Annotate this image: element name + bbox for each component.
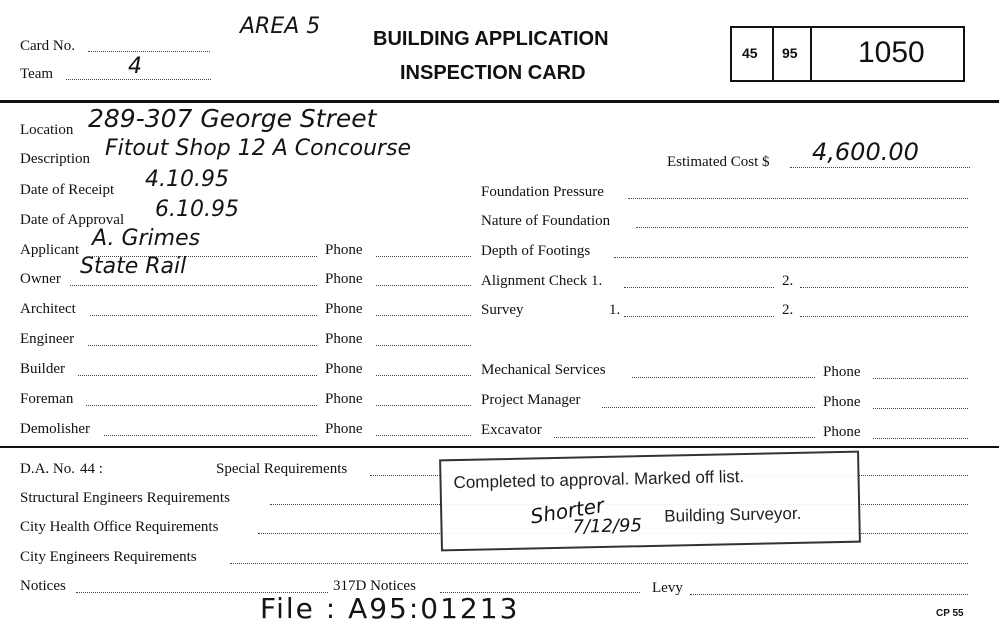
- mechanical-phone-label: Phone: [823, 364, 861, 380]
- description-value: Fitout Shop 12 A Concourse: [105, 136, 412, 161]
- alignment-check-label: Alignment Check 1.: [481, 273, 603, 289]
- excavator-label: Excavator: [481, 422, 542, 438]
- project-manager-field[interactable]: [602, 407, 815, 408]
- mechanical-phone-field[interactable]: [873, 378, 968, 379]
- depth-footings-field[interactable]: [614, 257, 968, 258]
- stamp-date: 7/12/95: [572, 515, 643, 538]
- depth-footings-label: Depth of Footings: [481, 243, 591, 259]
- card-number: 1050: [858, 36, 925, 69]
- date-receipt-label: Date of Receipt: [20, 182, 115, 198]
- builder-phone-label: Phone: [325, 361, 363, 377]
- architect-phone-label: Phone: [325, 301, 363, 317]
- survey-2-label: 2.: [782, 302, 794, 318]
- applicant-value: A. Grimes: [92, 226, 201, 251]
- stamp-line2: Building Surveyor.: [664, 503, 802, 526]
- estimated-cost-value: 4,600.00: [812, 138, 919, 166]
- foreman-label: Foreman: [20, 391, 74, 407]
- demolisher-phone-field[interactable]: [376, 435, 471, 436]
- owner-field[interactable]: [70, 285, 317, 286]
- excavator-field[interactable]: [554, 437, 815, 438]
- foundation-pressure-field[interactable]: [628, 198, 968, 199]
- estimated-cost-field[interactable]: [790, 167, 970, 168]
- da-no-value: 44 :: [80, 461, 103, 477]
- applicant-phone-field[interactable]: [376, 256, 471, 257]
- special-requirements-label: Special Requirements: [216, 461, 348, 477]
- health-requirements-label: City Health Office Requirements: [20, 519, 219, 535]
- header-divider: [0, 100, 999, 103]
- card-no-label: Card No.: [20, 38, 75, 54]
- builder-field[interactable]: [78, 375, 317, 376]
- excavator-phone-field[interactable]: [873, 438, 968, 439]
- file-number-note: File : A95:01213: [260, 592, 520, 625]
- location-label: Location: [20, 122, 74, 138]
- team-value: 4: [128, 54, 142, 79]
- owner-value: State Rail: [80, 254, 187, 279]
- project-manager-label: Project Manager: [481, 392, 581, 408]
- project-manager-phone-label: Phone: [823, 394, 861, 410]
- demolisher-label: Demolisher: [20, 421, 90, 437]
- da-no-label: D.A. No.: [20, 461, 75, 477]
- owner-label: Owner: [20, 271, 61, 287]
- levy-field[interactable]: [690, 594, 968, 595]
- description-label: Description: [20, 151, 90, 167]
- card-title-line1: BUILDING APPLICATION: [373, 28, 609, 50]
- foreman-field[interactable]: [86, 405, 317, 406]
- foreman-phone-field[interactable]: [376, 405, 471, 406]
- alignment-check-2-label: 2.: [782, 273, 794, 289]
- owner-phone-field[interactable]: [376, 285, 471, 286]
- card-number-box: [730, 26, 965, 82]
- survey-2-field[interactable]: [800, 316, 968, 317]
- code-45: 45: [742, 45, 758, 61]
- demolisher-field[interactable]: [104, 435, 317, 436]
- architect-phone-field[interactable]: [376, 315, 471, 316]
- mechanical-field[interactable]: [632, 377, 815, 378]
- engineer-phone-field[interactable]: [376, 345, 471, 346]
- architect-field[interactable]: [90, 315, 317, 316]
- builder-label: Builder: [20, 361, 65, 377]
- approval-stamp: [439, 451, 861, 552]
- survey-1-label: 1.: [609, 302, 621, 318]
- architect-label: Architect: [20, 301, 76, 317]
- stamp-signature: Shorter: [528, 492, 606, 529]
- owner-phone-label: Phone: [325, 271, 363, 287]
- applicant-phone-label: Phone: [325, 242, 363, 258]
- team-field[interactable]: [66, 79, 211, 80]
- date-approval-value: 6.10.95: [155, 197, 239, 222]
- estimated-cost-label: Estimated Cost $: [667, 154, 770, 170]
- levy-label: Levy: [652, 580, 683, 596]
- alignment-check-2-field[interactable]: [800, 287, 968, 288]
- requirements-divider: [0, 446, 999, 448]
- location-value: 289-307 George Street: [88, 104, 377, 133]
- form-code: CP 55: [936, 608, 964, 619]
- code-95: 95: [782, 45, 798, 61]
- survey-label: Survey: [481, 302, 524, 318]
- engineer-label: Engineer: [20, 331, 75, 347]
- date-approval-label: Date of Approval: [20, 212, 125, 228]
- excavator-phone-label: Phone: [823, 424, 861, 440]
- card-no-field[interactable]: [88, 51, 210, 52]
- notices-317d-label: 317D Notices: [333, 578, 416, 594]
- nature-foundation-label: Nature of Foundation: [481, 213, 611, 229]
- survey-1-field[interactable]: [624, 316, 774, 317]
- engineer-phone-label: Phone: [325, 331, 363, 347]
- structural-requirements-label: Structural Engineers Requirements: [20, 490, 230, 506]
- applicant-label: Applicant: [20, 242, 80, 258]
- demolisher-phone-label: Phone: [325, 421, 363, 437]
- city-engineers-field[interactable]: [230, 563, 968, 564]
- card-title-line2: INSPECTION CARD: [400, 62, 586, 84]
- foundation-pressure-label: Foundation Pressure: [481, 184, 604, 200]
- engineer-field[interactable]: [88, 345, 317, 346]
- stamp-line1: Completed to approval. Marked off list.: [453, 467, 745, 493]
- area-note: AREA 5: [240, 14, 321, 39]
- team-label: Team: [20, 66, 54, 82]
- city-engineers-label: City Engineers Requirements: [20, 549, 197, 565]
- builder-phone-field[interactable]: [376, 375, 471, 376]
- notices-label: Notices: [20, 578, 66, 594]
- foreman-phone-label: Phone: [325, 391, 363, 407]
- date-receipt-value: 4.10.95: [145, 167, 229, 192]
- nature-foundation-field[interactable]: [636, 227, 968, 228]
- mechanical-label: Mechanical Services: [481, 362, 606, 378]
- alignment-check-1-field[interactable]: [624, 287, 774, 288]
- project-manager-phone-field[interactable]: [873, 408, 968, 409]
